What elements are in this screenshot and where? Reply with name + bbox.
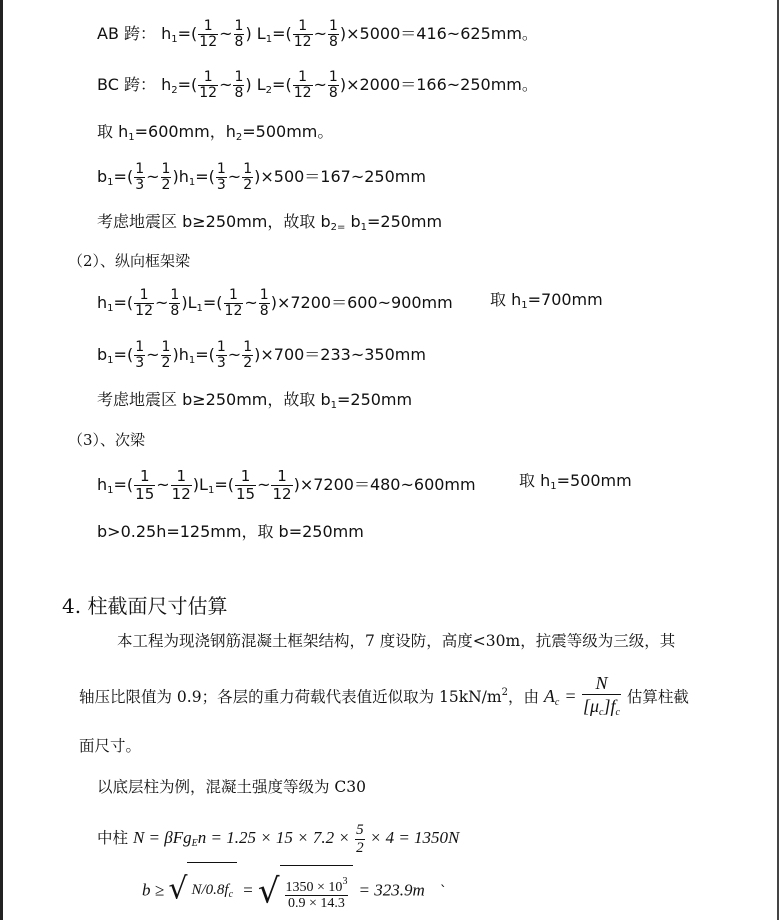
equals-open: =( [177, 75, 198, 94]
fraction: $\frac{1}{12}$ [199, 18, 218, 50]
fraction: $\frac{1}{12}$ [199, 69, 218, 101]
sub: 1 [360, 222, 367, 233]
L-symbol: L [199, 475, 208, 494]
fraction: $\frac{1}{12}$ [135, 287, 153, 319]
L-symbol: L [256, 75, 266, 94]
bc-span-label: BC 跨： [97, 75, 156, 94]
fraction: $\frac{1}{12}$ [293, 69, 312, 101]
fraction: $\frac{1}{8}$ [328, 18, 338, 50]
sub: 1 [330, 400, 337, 411]
long-h-result: ×7200＝600~900mm [276, 293, 453, 312]
h-subscript: 1 [171, 34, 178, 45]
ab-span-line [97, 19, 538, 50]
fraction: $\frac{1}{2}$ [243, 161, 253, 193]
para2-text-b: ，由 [507, 688, 544, 706]
sec-h-take [519, 471, 632, 497]
equals-open: =( [113, 293, 134, 312]
paren-close: ) [181, 293, 188, 312]
fraction: $\frac{1}{8}$ [259, 287, 269, 319]
sub: 2= [330, 222, 346, 233]
axial-formula-fraction [582, 672, 621, 724]
seismic-mid: b [345, 212, 361, 231]
sup: 2 [501, 687, 508, 698]
left-border [0, 0, 3, 920]
sec-h-line [97, 468, 476, 503]
equals-sign: = [564, 686, 581, 706]
para2-text-c: 估算柱截 [626, 688, 689, 706]
bc-result: ×2000＝166~250mm。 [346, 75, 538, 94]
equals-open: =( [177, 24, 198, 43]
section-4-heading: 4. 柱截面尺寸估算 [62, 594, 228, 618]
tail-mark: ` [439, 883, 447, 900]
paren-close: ) [254, 167, 261, 186]
paren-close: ) [192, 475, 200, 494]
sec-b-line: b>0.25h=125mm，取 b=250mm [97, 522, 364, 541]
equals-open: =( [272, 24, 292, 43]
fraction: $\frac{1}{2}$ [243, 339, 253, 371]
fraction: $\frac{1}{12}$ [293, 18, 312, 50]
b1-line [97, 162, 426, 193]
paren-close: ) [270, 293, 277, 312]
fraction: $\frac{1}{12}$ [171, 467, 191, 503]
tilde: ~ [219, 24, 233, 43]
fraction: $\frac{1}{8}$ [170, 287, 180, 319]
tilde: ~ [227, 167, 242, 186]
b-result: = 323.9m [358, 880, 425, 900]
equals-open: =( [214, 475, 234, 494]
formula-denominator: $[\mu_c]f_c$ [582, 696, 620, 718]
ab-result: ×5000＝416~625mm。 [346, 24, 538, 43]
area-symbol: $A_c$ [543, 686, 560, 708]
h-symbol: h [97, 293, 108, 312]
equals-open: =( [113, 345, 134, 364]
paren-close: ) [339, 24, 347, 43]
take-mid: =600mm，h [134, 122, 236, 141]
sub: 1 [107, 485, 114, 496]
h-symbol: h [161, 75, 172, 94]
long-h-take [490, 290, 603, 316]
sqrt-inner: √ $N/0.8f_c$ [168, 862, 237, 920]
long-b-line [97, 340, 426, 371]
b1-result: ×500＝167~250mm [260, 167, 426, 186]
paren-close: ) [254, 345, 261, 364]
fraction: $\frac{1}{3}$ [216, 339, 226, 371]
h-symbol: h [178, 167, 189, 186]
column-para-line-1: 本工程为现浇钢筋混凝土框架结构，7 度设防，高度<30m，抗震等级为三级，其 [117, 632, 676, 650]
fraction: $\frac{1}{8}$ [328, 69, 338, 101]
b-sqrt-line [142, 862, 447, 920]
paren-close: ) [172, 345, 179, 364]
equals-open: =( [113, 475, 134, 494]
sub: 1 [188, 355, 196, 366]
sub: 1 [107, 177, 114, 188]
mid-formula: N = βFg$_E$n = 1.25 × 15 × 7.2 × $\frac{5}{2}$ × 4 = 1350N [132, 821, 460, 856]
fraction: $\frac{1}{15}$ [135, 467, 155, 503]
tilde: ~ [313, 24, 327, 43]
paren-close: ) [245, 24, 252, 43]
L-subscript: 2 [265, 85, 273, 96]
tilde: ~ [155, 293, 169, 312]
seismic-end: =250mm [366, 212, 443, 231]
equals: = [242, 880, 258, 900]
L-symbol: L [256, 24, 266, 43]
section-3-title: （3）、次梁 [68, 431, 146, 449]
para2-text: 轴压比限值为 0.9；各层的重力荷载代表值近似取为 15kN/m [79, 688, 502, 706]
formula-numerator: N [582, 672, 621, 695]
sqrt-numeric: √ $\frac{1350 \times 10^3}{0.9 \times 14.3}$ [258, 865, 354, 918]
take-prefix: 取 h [490, 290, 522, 309]
tilde: ~ [313, 75, 327, 94]
tilde: ~ [146, 345, 160, 364]
fraction: $\frac{1}{3}$ [135, 161, 145, 193]
equals-open: =( [113, 167, 134, 186]
take-end: =700mm [527, 290, 603, 309]
h-symbol: h [178, 345, 189, 364]
tilde: ~ [227, 345, 242, 364]
sub: 1 [107, 355, 114, 366]
take-end: =500mm [556, 471, 632, 490]
h-subscript: 2 [171, 85, 178, 96]
fraction: $\frac{1}{12}$ [224, 287, 243, 319]
long-b-result: ×700＝233~350mm [260, 345, 426, 364]
seismic-text: 考虑地震区 b≥250mm，故取 b [97, 390, 331, 409]
tilde: ~ [219, 75, 233, 94]
fraction: $\frac{1}{2}$ [161, 339, 171, 371]
take-prefix: 取 h [97, 122, 129, 141]
seismic-line-2 [97, 390, 412, 416]
tilde: ~ [146, 167, 160, 186]
take-end: =500mm。 [242, 122, 334, 141]
h-symbol: h [97, 475, 108, 494]
equals-open: =( [272, 75, 292, 94]
sub: 1 [188, 177, 196, 188]
b-lhs: b ≥ [142, 880, 169, 900]
ab-span-label: AB 跨： [97, 24, 157, 43]
tilde: ~ [244, 293, 258, 312]
sub: 1 [128, 132, 135, 143]
sub: 1 [107, 303, 114, 314]
mid-label: 中柱 [97, 829, 133, 847]
fraction: $\frac{1}{8}$ [234, 18, 244, 50]
equals-open: =( [195, 167, 215, 186]
paren-close: ) [172, 167, 179, 186]
seismic-text: 考虑地震区 b≥250mm，故取 b [97, 212, 331, 231]
equals-open: =( [195, 345, 215, 364]
fraction: $\frac{1}{8}$ [234, 69, 244, 101]
L-subscript: 1 [265, 34, 273, 45]
tilde: ~ [257, 475, 271, 494]
tilde: ~ [156, 475, 170, 494]
h-symbol: h [161, 24, 172, 43]
take-prefix: 取 h [519, 471, 551, 490]
seismic-end: =250mm [336, 390, 413, 409]
fraction: $\frac{1}{3}$ [135, 339, 145, 371]
paren-close: ) [245, 75, 252, 94]
sub: 2 [235, 132, 243, 143]
fraction: $\frac{1}{3}$ [216, 161, 226, 193]
fraction: $\frac{1}{12}$ [272, 467, 292, 503]
sub: 1 [521, 300, 528, 311]
sub: 1 [207, 485, 215, 496]
sec-h-result: ×7200＝480~600mm [299, 475, 476, 494]
sub: 1 [550, 481, 557, 492]
L-symbol: L [187, 293, 197, 312]
fraction: $\frac{1}{2}$ [161, 161, 171, 193]
paren-close: ) [339, 75, 347, 94]
b-symbol: b [97, 167, 108, 186]
seismic-line-1 [97, 212, 442, 238]
equals-open: =( [202, 293, 223, 312]
paren-close: ) [293, 475, 300, 494]
fraction: $\frac{1}{15}$ [235, 467, 256, 503]
b-symbol: b [97, 345, 108, 364]
column-para-line-2 [79, 667, 689, 729]
mid-column-line [97, 818, 459, 864]
example-line: 以底层柱为例，混凝土强度等级为 C30 [97, 778, 367, 796]
take-h-line [97, 122, 333, 148]
section-2-title: （2）、纵向框架梁 [68, 252, 191, 270]
column-para-line-3: 面尺寸。 [79, 737, 142, 755]
long-h-line [97, 288, 453, 319]
bc-span-line [97, 70, 538, 101]
sub: 1 [196, 303, 203, 314]
